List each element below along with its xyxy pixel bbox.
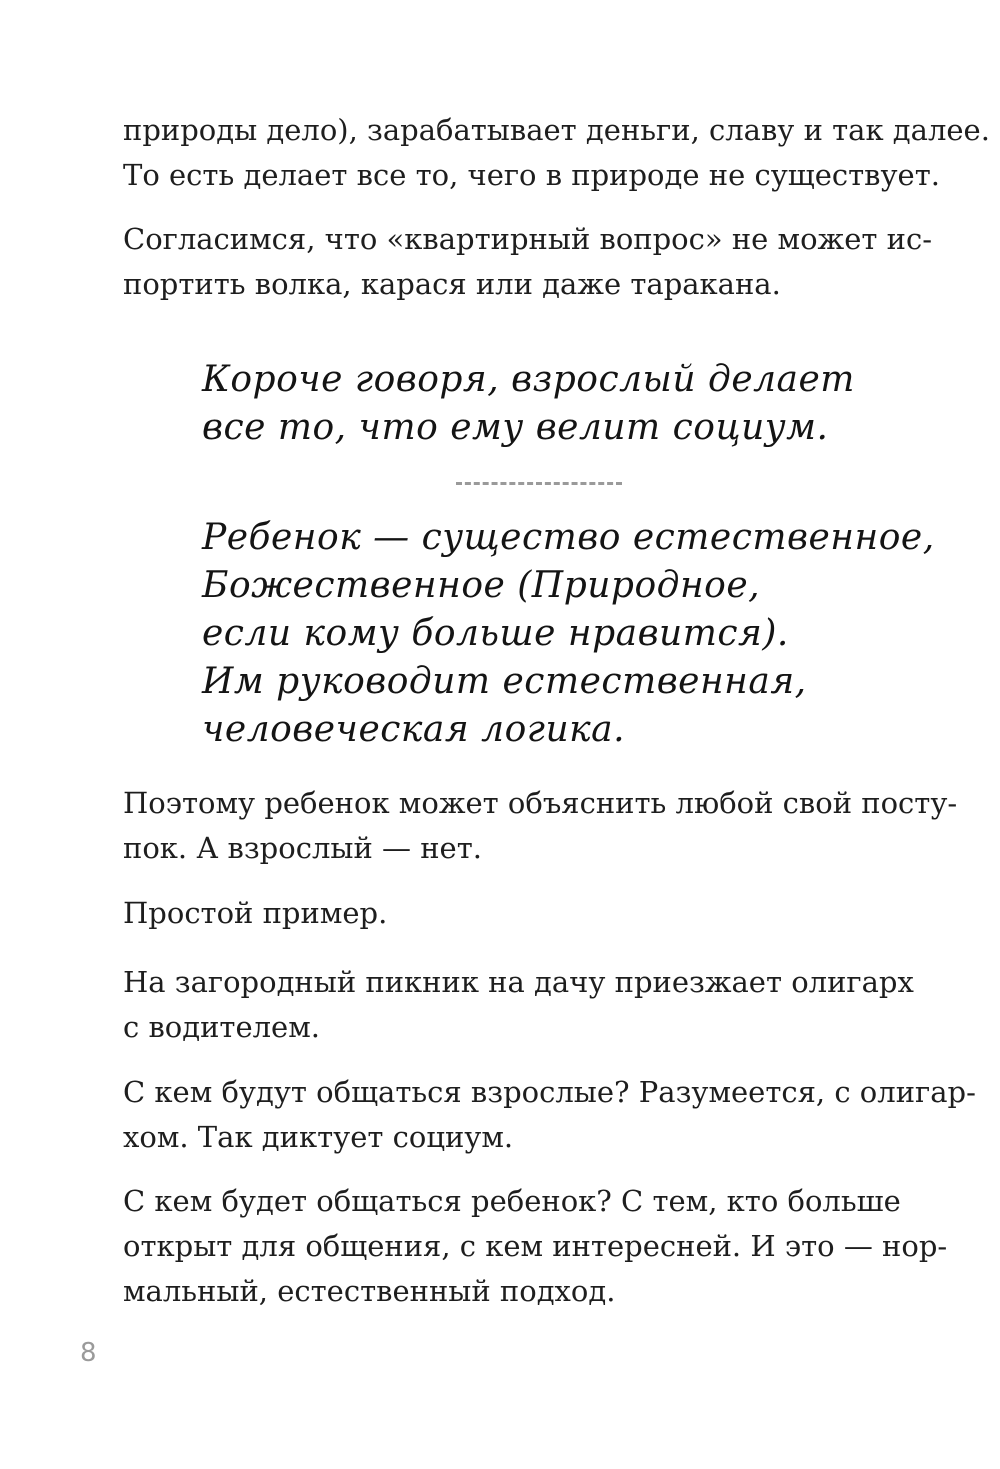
quote-line: человеческая логика. (202, 709, 626, 750)
paragraph-4 (123, 891, 880, 936)
text-line: Простой пример. (123, 896, 388, 930)
paragraph-7 (123, 1179, 948, 1314)
text-line: То есть делает все то, чего в природе не существует. (123, 158, 940, 192)
page-number: 8 (80, 1338, 97, 1368)
dashed-divider (456, 482, 622, 485)
quote-line: Божественное (Природное, (202, 565, 761, 606)
text-line: пок. А взрослый — нет. (123, 831, 482, 865)
handwritten-quote-bottom (202, 514, 935, 754)
text-line: природы дело), зарабатывает деньги, славу и так далее. (123, 113, 990, 147)
paragraph-1 (123, 108, 990, 198)
text-line: мальный, естественный подход. (123, 1274, 616, 1308)
text-line: хом. Так диктует социум. (123, 1120, 514, 1154)
quote-line: Им руководит естественная, (202, 661, 807, 702)
paragraph-6 (123, 1070, 976, 1160)
text-line: открыт для общения, с кем интересней. И это — нор- (123, 1229, 948, 1263)
text-line: портить волка, карася или даже таракана. (123, 267, 781, 301)
paragraph-3 (123, 781, 958, 871)
text-line: С кем будут общаться взрослые? Разумеется, с олигар- (123, 1075, 976, 1109)
paragraph-2 (123, 217, 933, 307)
text-line: На загородный пикник на дачу приезжает олигарх (123, 965, 914, 999)
quote-line: Короче говоря, взрослый делает (202, 359, 855, 400)
quote-line: все то, что ему велит социум. (202, 407, 829, 448)
handwritten-quote-top (202, 356, 902, 452)
text-line: с водителем. (123, 1010, 320, 1044)
text-line: Поэтому ребенок может объяснить любой свой посту- (123, 786, 958, 820)
text-line: С кем будет общаться ребенок? С тем, кто больше (123, 1184, 901, 1218)
quote-line: если кому больше нравится). (202, 613, 789, 654)
paragraph-5 (123, 960, 914, 1050)
quote-line: Ребенок — существо естественное, (202, 517, 935, 558)
text-line: Согласимся, что «квартирный вопрос» не может ис- (123, 222, 933, 256)
